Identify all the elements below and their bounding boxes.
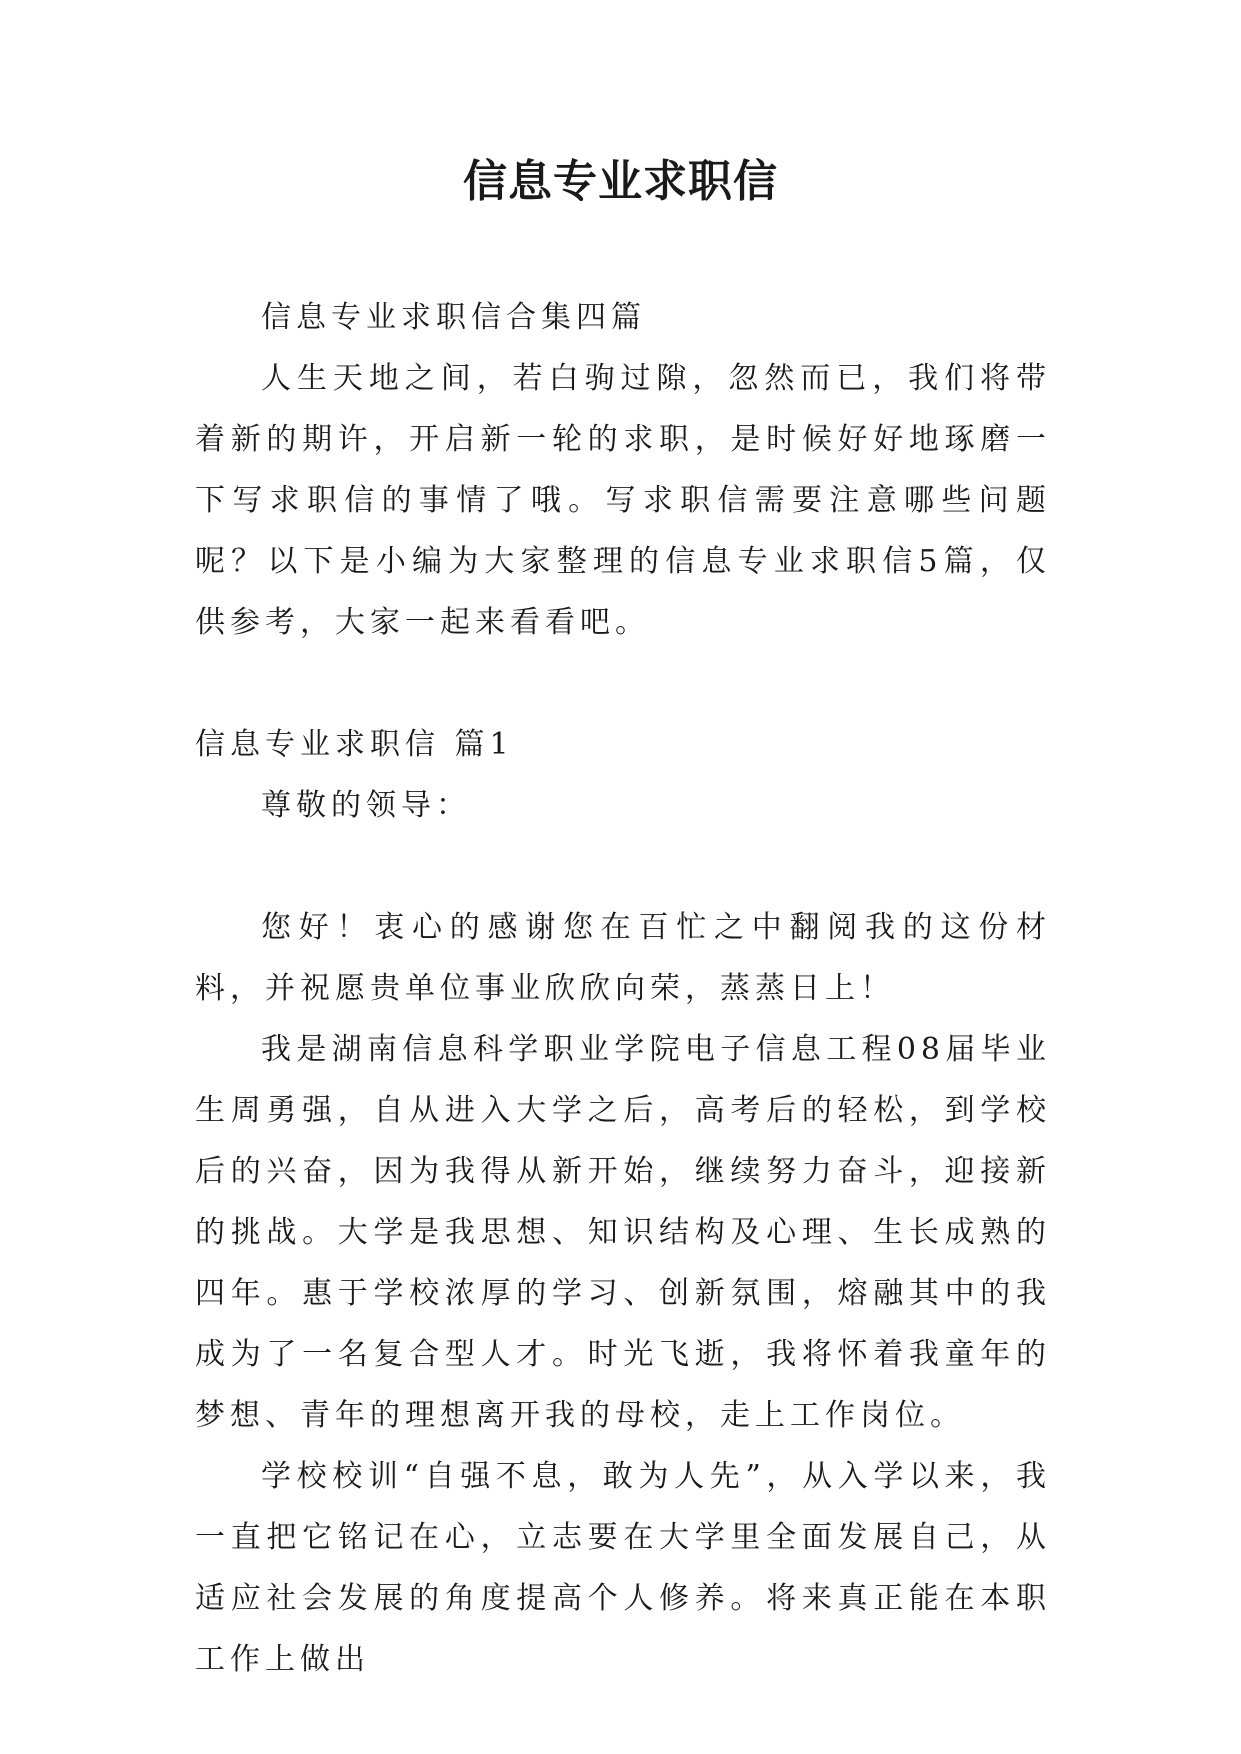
section-heading: 信息专业求职信 篇1 <box>195 727 514 762</box>
salutation: 尊敬的领导： <box>261 788 471 823</box>
self-introduction-paragraph: 我是湖南信息科学职业学院电子信息工程08届毕业生周勇强，自从进入大学之后，高考后的轻松，到学校后的兴奋，因为我得从新开始，继续努力奋斗，迎接新的挑战。大学是我思想、知识结构及心理、生长成熟的四年。惠于学校浓厚的学习、创新氛围，熔融其中的我成为了一名复合型人才。时光飞逝，我将怀着我童年的梦想、青年的理想离开我的母校，走上工作岗位。 <box>195 1032 1051 1433</box>
subtitle-paragraph: 信息专业求职信合集四篇 <box>261 300 646 335</box>
document-body <box>195 287 1051 1690</box>
school-motto-paragraph: 学校校训“自强不息，敢为人先”，从入学以来，我一直把它铭记在心，立志要在大学里全面发展自己，从适应社会发展的角度提高个人修养。将来真正能在本职工作上做出 <box>195 1459 1051 1677</box>
greeting-paragraph: 您好！衷心的感谢您在百忙之中翻阅我的这份材料，并祝愿贵单位事业欣欣向荣，蒸蒸日上！ <box>195 910 1051 1006</box>
intro-paragraph: 人生天地之间，若白驹过隙，忽然而已，我们将带着新的期许，开启新一轮的求职，是时候好好地琢磨一下写求职信的事情了哦。写求职信需要注意哪些问题呢？以下是小编为大家整理的信息专业求职信5篇，仅供参考，大家一起来看看吧。 <box>195 361 1051 640</box>
document-title: 信息专业求职信 <box>463 156 778 207</box>
